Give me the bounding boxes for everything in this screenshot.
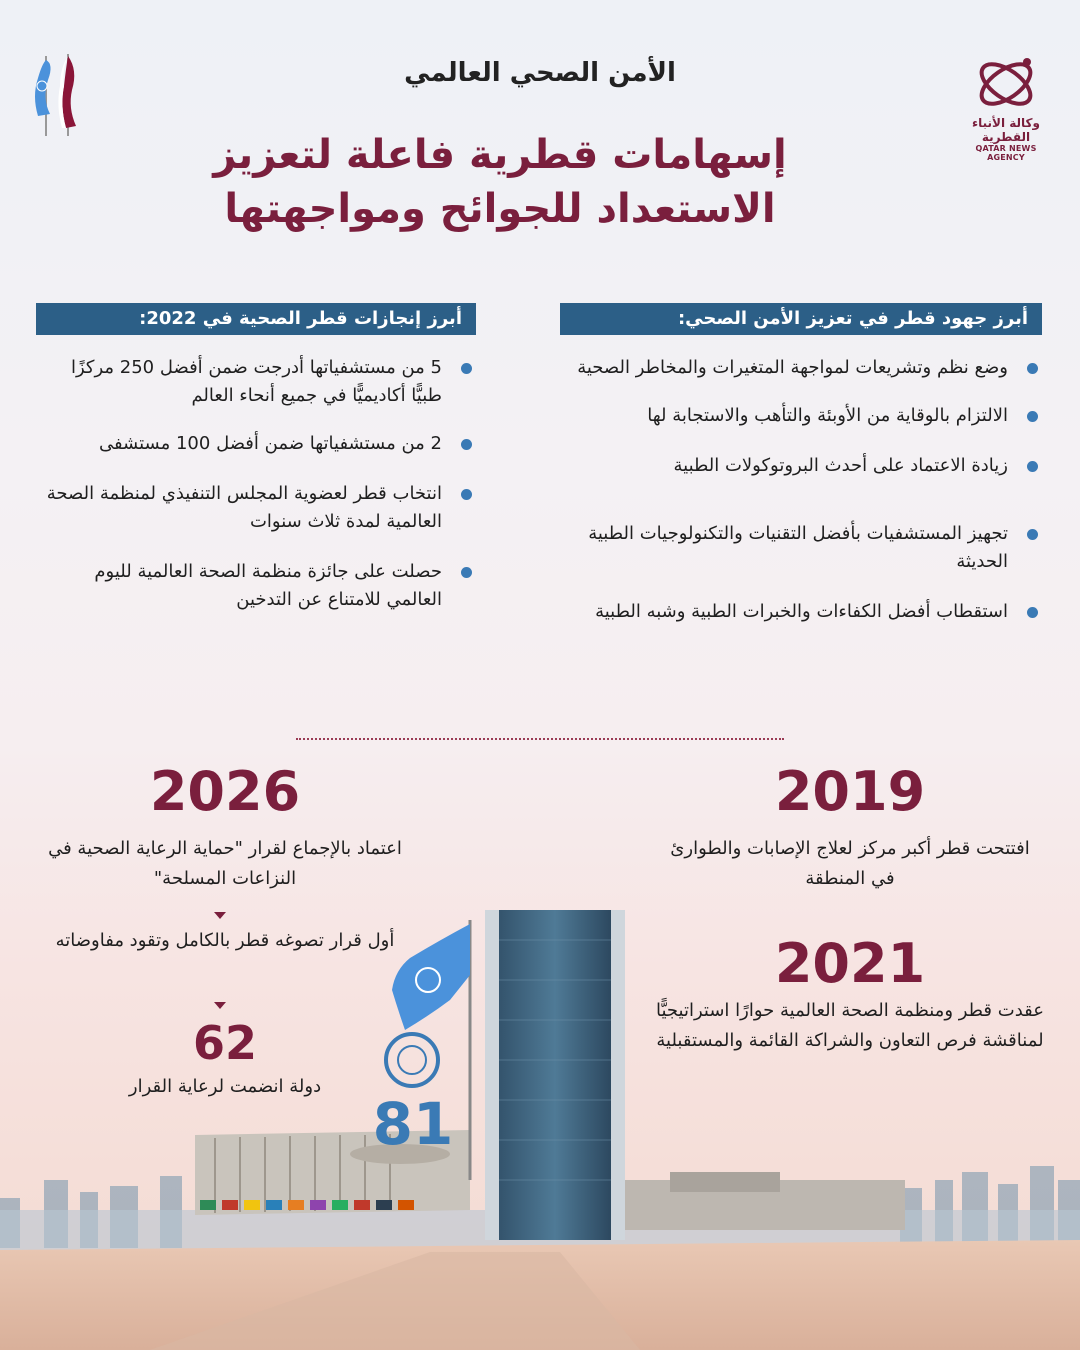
arrow-down-icon — [214, 912, 226, 919]
list-item — [560, 354, 1042, 382]
efforts-heading: أبرز جهود قطر في تعزيز الأمن الصحي: — [560, 303, 1042, 335]
list-item-text: حصلت على جائزة منظمة الصحة العالمية لليوم العالمي للامتناع عن التدخين — [94, 561, 442, 610]
arrow-down-icon — [214, 1002, 226, 1009]
un-qatar-flags-icon — [32, 50, 88, 140]
main-title-line1: إسهامات قطرية فاعلة لتعزيز — [213, 132, 787, 178]
achievements-list — [36, 354, 476, 614]
sponsor-count-text: دولة انضمت لرعاية القرار — [128, 1076, 322, 1097]
bullet-icon — [1027, 411, 1038, 422]
year-2021-text: عقدت قطر ومنظمة الصحة العالمية حوارًا استراتيجيًّا لمناقشة فرص التعاون والشراكة القائمة والمستقبلية — [656, 1000, 1044, 1051]
bullet-icon — [1027, 529, 1038, 540]
emblem-number: 81 — [372, 1090, 454, 1158]
main-title — [200, 128, 800, 236]
list-item-text: 5 من مستشفياتها أدرجت ضمن أفضل 250 مركزًا طبيًّا أكاديميًّا في جميع أنحاء العالم — [70, 357, 442, 406]
list-item-text: انتخاب قطر لعضوية المجلس التنفيذي لمنظمة الصحة العالمية لمدة ثلاث سنوات — [46, 483, 442, 532]
un-emblem-icon — [386, 1034, 438, 1086]
list-item-text: 2 من مستشفياتها ضمن أفضل 100 مستشفى — [98, 433, 442, 454]
list-item-text: زيادة الاعتماد على أحدث البروتوكولات الطبية — [673, 455, 1008, 476]
list-item — [560, 520, 1042, 576]
qna-logo-icon — [971, 52, 1041, 114]
efforts-list — [560, 354, 1042, 626]
bullet-icon — [461, 567, 472, 578]
list-item — [560, 598, 1042, 626]
logo-english-text: QATAR NEWS AGENCY — [975, 144, 1037, 162]
list-item-text: وضع نظم وتشريعات لمواجهة المتغيرات والمخاطر الصحية — [577, 357, 1008, 378]
sponsor-count: 62 — [192, 1016, 257, 1070]
list-item — [36, 430, 476, 458]
list-item — [560, 402, 1042, 430]
bullet-icon — [1027, 461, 1038, 472]
bullet-icon — [1027, 607, 1038, 618]
year-2026-text: اعتماد بالإجماع لقرار "حماية الرعاية الصحية في النزاعات المسلحة" — [48, 838, 402, 889]
list-item — [36, 480, 476, 536]
list-item-text: استقطاب أفضل الكفاءات والخبرات الطبية وشبه الطبية — [595, 601, 1008, 622]
list-item — [560, 452, 1042, 480]
dotted-divider — [296, 738, 784, 740]
bullet-icon — [1027, 363, 1038, 374]
logo-arabic-text: وكالة الأنباء القطرية — [972, 116, 1040, 144]
list-item — [36, 558, 476, 614]
bullet-icon — [461, 489, 472, 500]
kicker-title: الأمن الصحي العالمي — [404, 58, 676, 88]
year-2026: 2026 — [149, 760, 301, 823]
main-title-line2: الاستعداد للجوائح ومواجهتها — [224, 186, 776, 232]
achievements-heading: أبرز إنجازات قطر الصحية في 2022: — [36, 303, 476, 335]
bullet-icon — [461, 439, 472, 450]
year-2026-subtext: أول قرار تصوغه قطر بالكامل وتقود مفاوضاته — [55, 930, 395, 951]
list-item — [36, 354, 476, 410]
list-item-text: تجهيز المستشفيات بأفضل التقنيات والتكنولوجيات الطبية الحديثة — [588, 523, 1008, 572]
bullet-icon — [461, 363, 472, 374]
year-2019-text: افتتحت قطر أكبر مركز لعلاج الإصابات والطوارئ في المنطقة — [670, 838, 1030, 889]
list-item-text: الالتزام بالوقاية من الأوبئة والتأهب والاستجابة لها — [647, 405, 1008, 426]
year-2021: 2021 — [774, 932, 926, 995]
year-2019: 2019 — [774, 760, 926, 823]
qna-logo — [960, 52, 1052, 162]
